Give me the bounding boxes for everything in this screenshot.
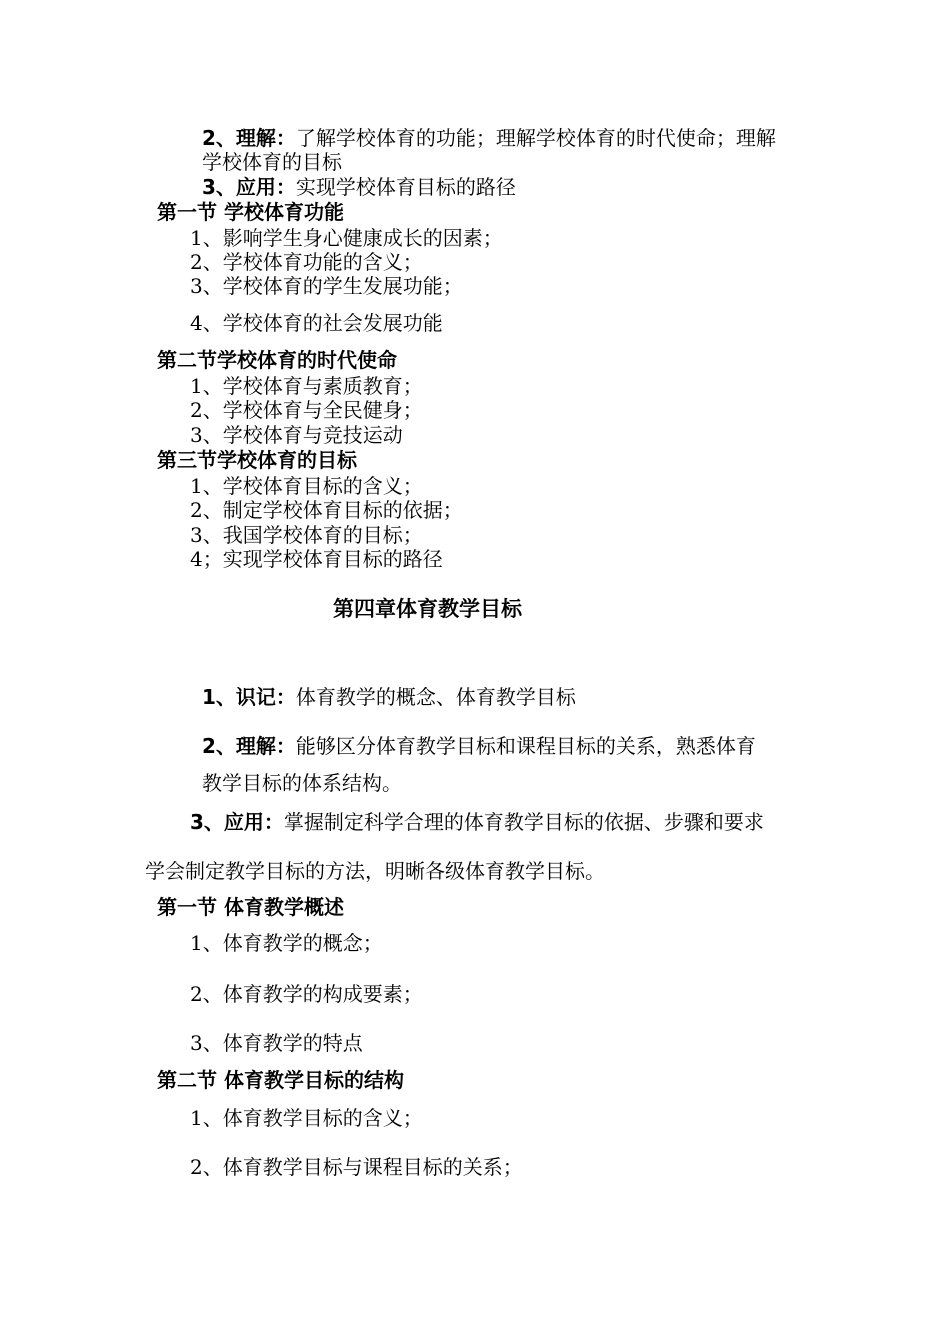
section-1-title: 第一节 学校体育功能 <box>157 200 344 224</box>
chapter-4-apply-label: 3、应用： <box>190 810 284 834</box>
chapter-4-title: 第四章体育教学目标 <box>333 597 522 621</box>
chapter-4-understand-text: 能够区分体育教学目标和课程目标的关系，熟悉体育 <box>295 734 756 758</box>
chapter-4-understand-line-1 <box>202 734 756 758</box>
chapter-4-understand-line-2: 教学目标的体系结构。 <box>202 771 402 795</box>
chapter-4-section-1-item-2: 2、体育教学的构成要素； <box>190 982 423 1006</box>
objective-apply-label: 3、应用： <box>202 175 296 199</box>
chapter-4-memorize-label: 1、识记： <box>202 685 296 709</box>
chapter-4-apply-text: 掌握制定科学合理的体育教学目标的依据、步骤和要求 <box>283 810 764 834</box>
chapter-4-section-1-title: 第一节 体育教学概述 <box>157 895 344 919</box>
chapter-4-apply-line-2: 学会制定教学目标的方法，明晰各级体育教学目标。 <box>145 859 605 883</box>
section-1-item-1: 1、影响学生身心健康成长的因素； <box>190 226 503 250</box>
chapter-4-section-2-item-1: 1、体育教学目标的含义； <box>190 1106 423 1130</box>
objective-understand-label: 2、理解： <box>202 126 296 150</box>
chapter-4-memorize-text: 体育教学的概念、体育教学目标 <box>295 685 576 709</box>
section-2-item-2: 2、学校体育与全民健身； <box>190 398 423 422</box>
chapter-4-memorize-line <box>202 685 576 709</box>
section-2-item-3: 3、学校体育与竞技运动 <box>190 423 403 447</box>
objective-understand-text: 了解学校体育的功能；理解学校体育的时代使命；理解 <box>295 126 776 150</box>
chapter-4-section-2-title: 第二节 体育教学目标的结构 <box>157 1068 404 1092</box>
section-1-item-2: 2、学校体育功能的含义； <box>190 250 423 274</box>
chapter-4-understand-label: 2、理解： <box>202 734 296 758</box>
objective-understand-line-1 <box>202 126 776 150</box>
section-3-item-1: 1、学校体育目标的含义； <box>190 474 423 498</box>
section-3-item-2: 2、制定学校体育目标的依据； <box>190 498 463 522</box>
chapter-4-apply-line-1 <box>190 810 764 834</box>
chapter-4-section-1-item-3: 3、体育教学的特点 <box>190 1031 363 1055</box>
section-3-title: 第三节学校体育的目标 <box>157 448 357 472</box>
section-2-title: 第二节学校体育的时代使命 <box>157 348 397 372</box>
objective-apply-text: 实现学校体育目标的路径 <box>295 175 516 199</box>
objective-understand-line-2: 学校体育的目标 <box>202 150 342 174</box>
section-3-item-4: 4；实现学校体育目标的路径 <box>190 547 443 571</box>
section-2-item-1: 1、学校体育与素质教育； <box>190 374 423 398</box>
objective-apply-line <box>202 175 516 199</box>
section-1-item-3: 3、学校体育的学生发展功能； <box>190 274 463 298</box>
chapter-4-section-1-item-1: 1、体育教学的概念； <box>190 931 383 955</box>
section-1-item-4: 4、学校体育的社会发展功能 <box>190 311 443 335</box>
section-3-item-3: 3、我国学校体育的目标； <box>190 523 423 547</box>
chapter-4-section-2-item-2: 2、体育教学目标与课程目标的关系； <box>190 1155 523 1179</box>
